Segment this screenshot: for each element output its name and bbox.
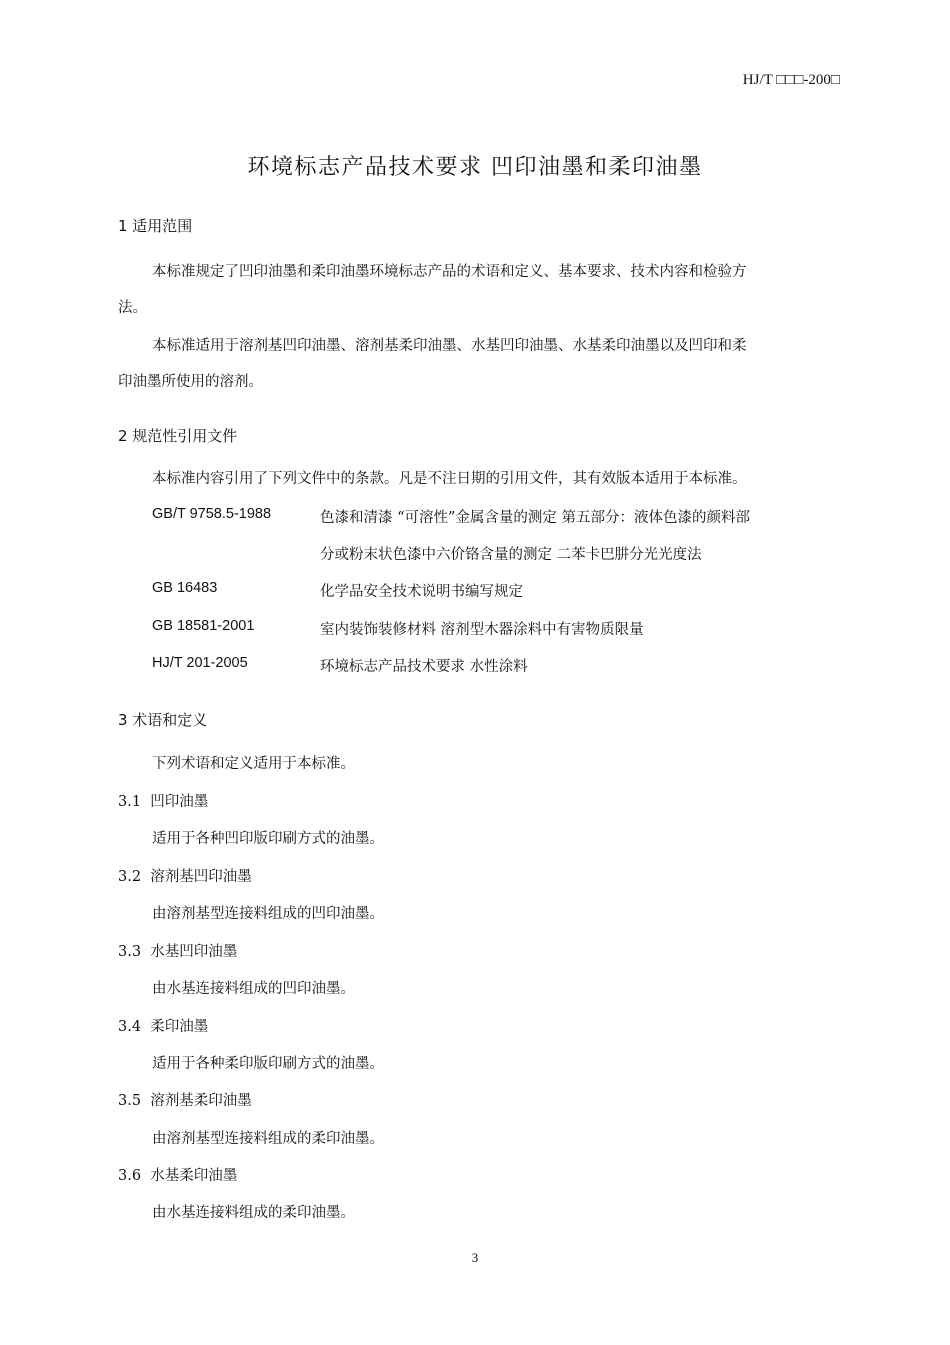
term-number: 3.6 <box>118 1168 142 1184</box>
reference-title: 色漆和清漆 “可溶性”金属含量的测定 第五部分：液体色漆的颜料部 <box>320 510 751 526</box>
term-number: 3.4 <box>118 1019 142 1035</box>
document-title: 环境标志产品技术要求 凹印油墨和柔印油墨 <box>247 155 703 180</box>
section-3-heading: 3 术语和定义 <box>118 711 208 729</box>
term-name: 水基柔印油墨 <box>150 1168 238 1184</box>
term-definition: 由水基连接料组成的柔印油墨。 <box>152 1205 355 1221</box>
section-1-para-1-line-2: 法。 <box>118 300 147 316</box>
section-1-para-2-line-1: 本标准适用于溶剂基凹印油墨、溶剂基柔印油墨、水基凹印油墨、水基柔印油墨以及凹印和柔 <box>152 338 747 354</box>
reference-title: 室内装饰装修材料 溶剂型木器涂料中有害物质限量 <box>320 622 644 638</box>
term-definition: 适用于各种凹印版印刷方式的油墨。 <box>152 831 384 847</box>
reference-title-continued: 分或粉末状色漆中六价铬含量的测定 二苯卡巴肼分光光度法 <box>320 547 702 563</box>
term-name: 柔印油墨 <box>150 1019 209 1035</box>
term-name: 水基凹印油墨 <box>150 944 238 960</box>
term-definition: 由溶剂基型连接料组成的凹印油墨。 <box>152 906 384 922</box>
section-3-intro: 下列术语和定义适用于本标准。 <box>152 756 355 772</box>
term-name: 凹印油墨 <box>150 794 209 810</box>
document-code: HJ/T □□□-200□ <box>742 72 840 88</box>
section-1-heading: 1 适用范围 <box>118 217 193 235</box>
term-name: 溶剂基凹印油墨 <box>150 869 252 885</box>
reference-id: GB 16483 <box>152 580 218 596</box>
term-number: 3.1 <box>118 794 142 810</box>
reference-id: GB/T 9758.5-1988 <box>152 506 272 522</box>
term-definition: 由溶剂基型连接料组成的柔印油墨。 <box>152 1131 384 1147</box>
term-number: 3.5 <box>118 1093 142 1109</box>
term-heading <box>118 1015 208 1036</box>
section-1-para-1-line-1: 本标准规定了凹印油墨和柔印油墨环境标志产品的术语和定义、基本要求、技术内容和检验方 <box>152 264 747 280</box>
term-heading <box>118 1164 237 1185</box>
section-2-heading: 2 规范性引用文件 <box>118 427 238 445</box>
reference-title: 环境标志产品技术要求 水性涂料 <box>320 659 528 675</box>
term-heading <box>118 865 252 886</box>
term-definition: 适用于各种柔印版印刷方式的油墨。 <box>152 1056 384 1072</box>
term-heading <box>118 790 208 811</box>
page-number: 3 <box>471 1250 479 1265</box>
term-heading <box>118 940 237 961</box>
term-name: 溶剂基柔印油墨 <box>150 1093 252 1109</box>
section-1-para-2-line-2: 印油墨所使用的溶剂。 <box>118 374 263 390</box>
term-number: 3.2 <box>118 869 142 885</box>
term-heading <box>118 1089 252 1110</box>
reference-title: 化学品安全技术说明书编写规定 <box>320 584 523 600</box>
reference-id: GB 18581-2001 <box>152 618 255 634</box>
term-definition: 由水基连接料组成的凹印油墨。 <box>152 981 355 997</box>
term-number: 3.3 <box>118 944 142 960</box>
section-2-intro: 本标准内容引用了下列文件中的条款。凡是不注日期的引用文件，其有效版本适用于本标准。 <box>152 471 747 487</box>
reference-id: HJ/T 201-2005 <box>152 655 248 671</box>
